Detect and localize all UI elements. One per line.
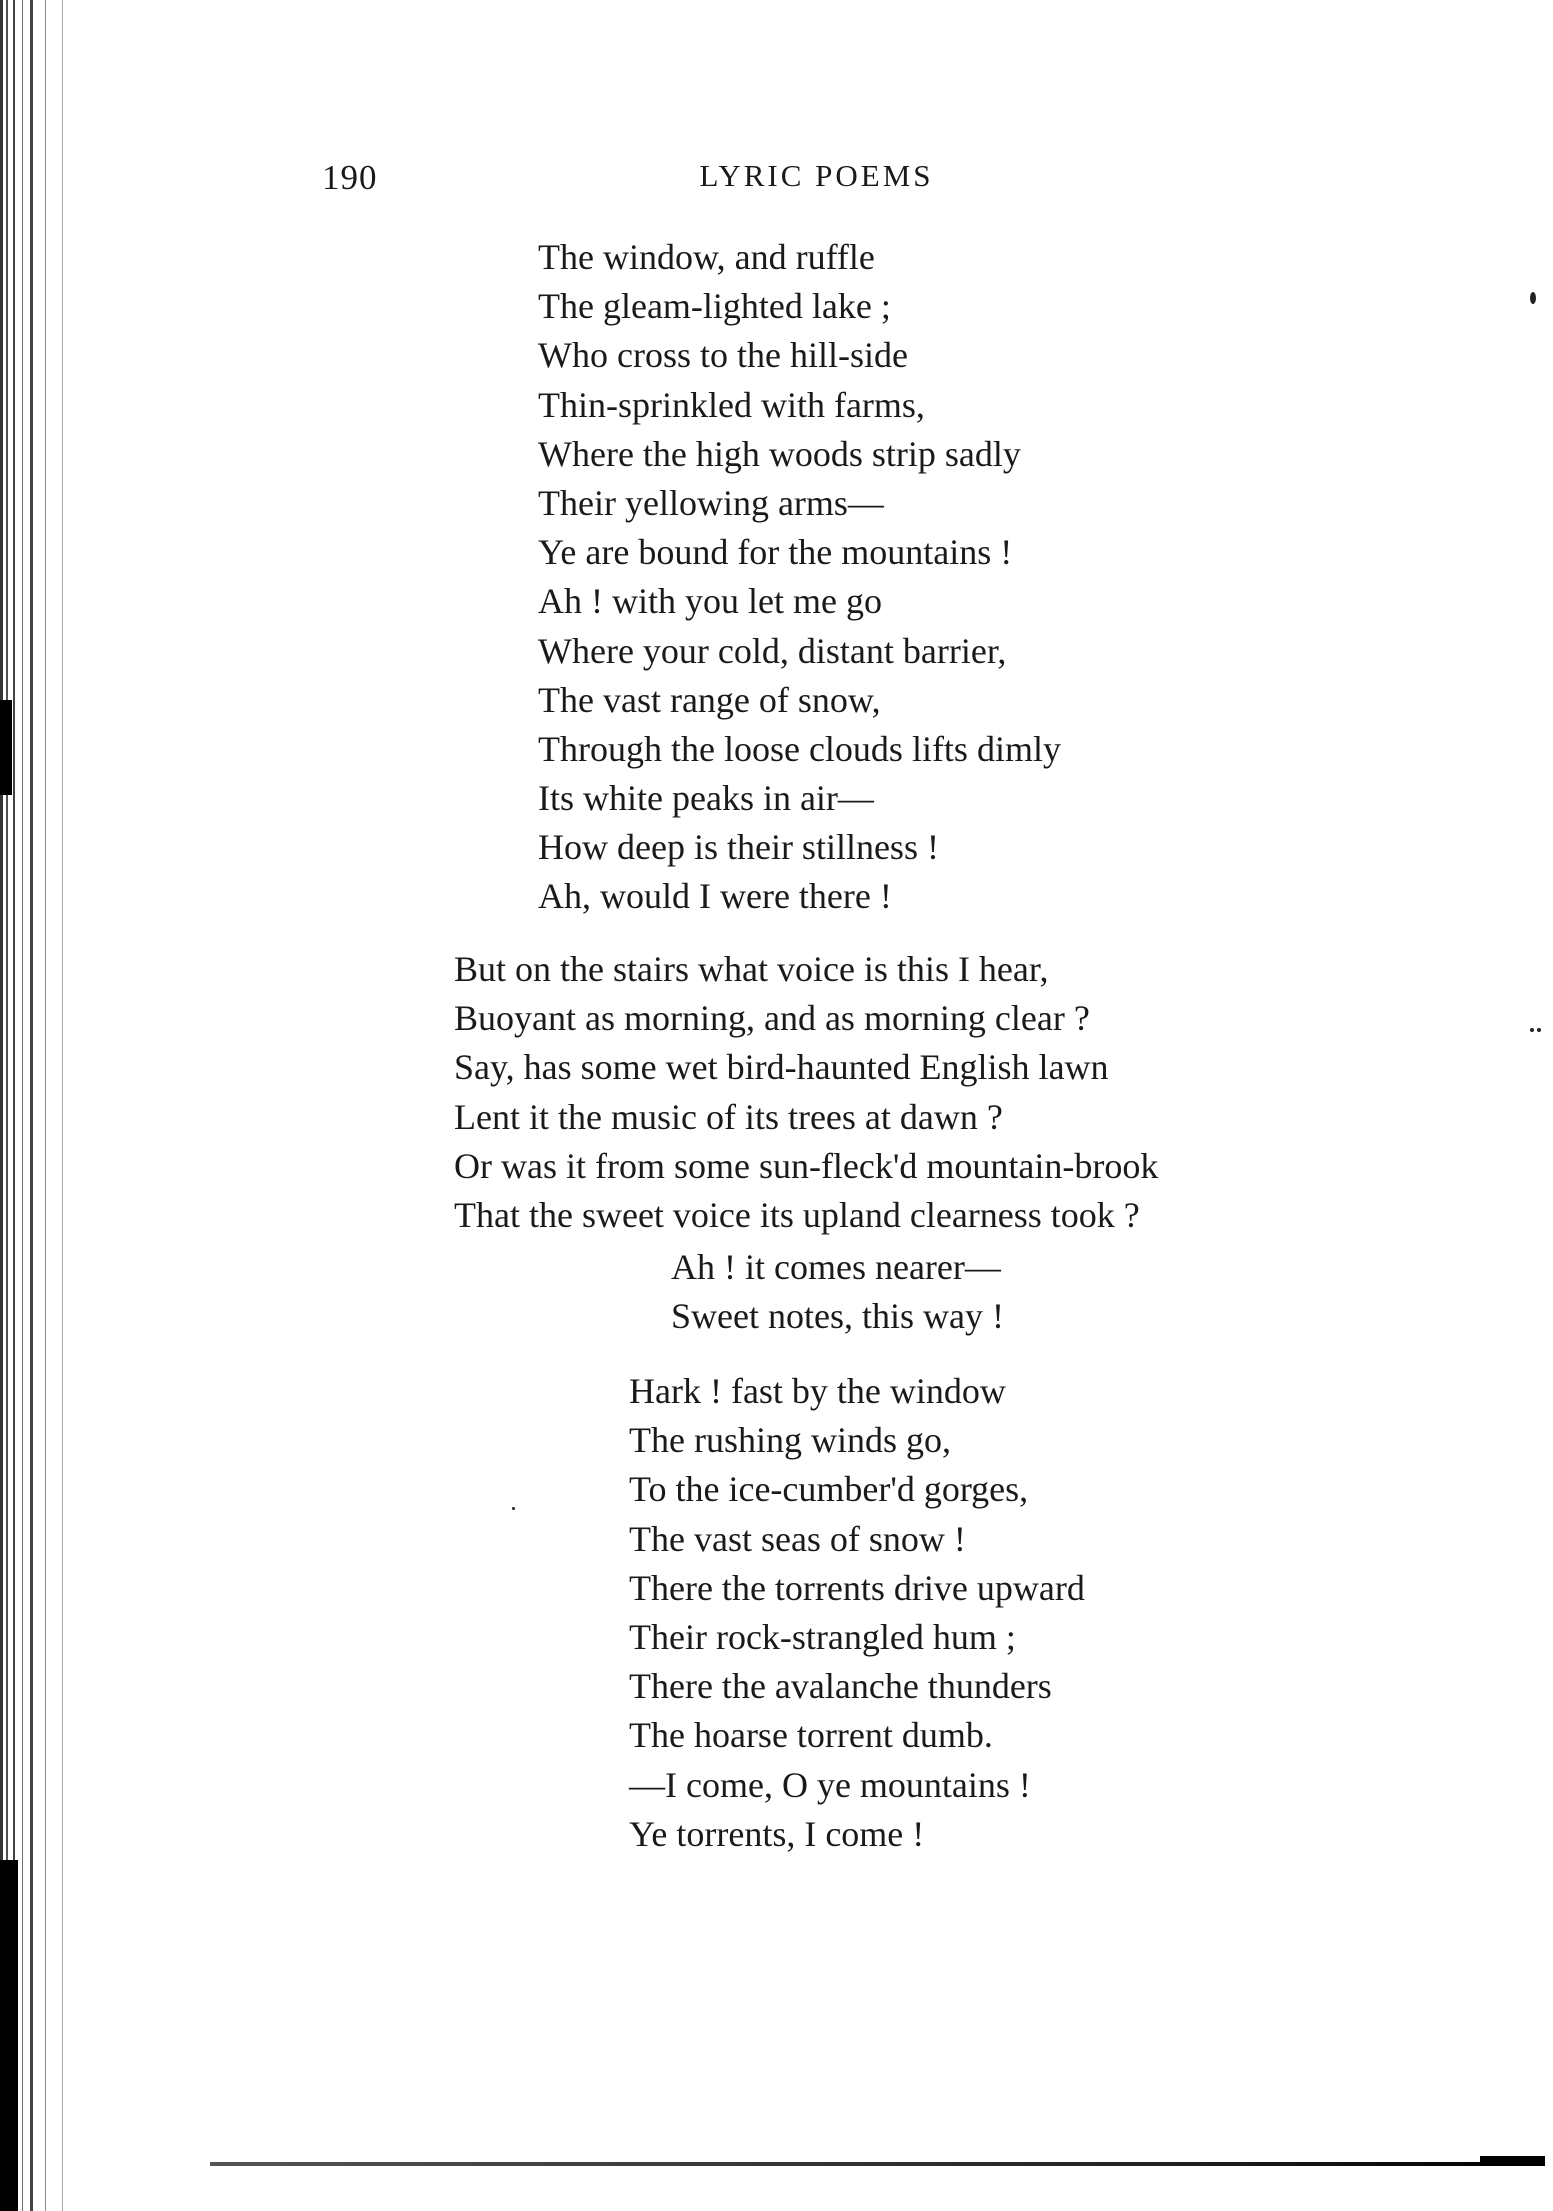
poem-line: Ah ! it comes nearer— — [671, 1247, 1001, 1287]
stanza-3 — [671, 1243, 1004, 1341]
binding-mark — [0, 700, 12, 795]
poem-line: There the torrents drive upward — [629, 1567, 1085, 1608]
poem-line: Ye torrents, I come ! — [629, 1813, 925, 1854]
scan-speck — [1530, 1028, 1534, 1032]
poem-line: Say, has some wet bird-haunted English lawn — [454, 1047, 1109, 1088]
poem-line: Their rock-strangled hum ; — [629, 1616, 1016, 1657]
poem-line: Ah ! with you let me go — [538, 581, 882, 622]
poem-line: Ah, would I were there ! — [538, 876, 892, 917]
poem-line: Where the high woods strip sadly — [538, 433, 1021, 474]
binding-mark — [0, 1860, 18, 2211]
poem-line: Buoyant as morning, and as morning clear ? — [454, 998, 1090, 1039]
poem-line: Lent it the music of its trees at dawn ? — [454, 1096, 1003, 1137]
poem-line: To the ice-cumber'd gorges, — [629, 1469, 1029, 1510]
poem-line: That the sweet voice its upland clearness took ? — [454, 1194, 1140, 1235]
poem-line: There the avalanche thunders — [629, 1666, 1052, 1707]
poem-line: Where your cold, distant barrier, — [538, 630, 1007, 671]
poem-line: Or was it from some sun-fleck'd mountain-brook — [454, 1145, 1159, 1186]
page-bottom-rule — [210, 2162, 1545, 2166]
page-number: 190 — [322, 158, 378, 197]
scan-speck — [512, 1507, 515, 1510]
poem-line: How deep is their stillness ! — [538, 827, 939, 868]
poem-line: But on the stairs what voice is this I hear, — [454, 949, 1049, 989]
stanza-2 — [454, 945, 1158, 1240]
poem-line: —I come, O ye mountains ! — [629, 1764, 1031, 1805]
poem-line: Ye are bound for the mountains ! — [538, 532, 1013, 573]
poem-line: Through the loose clouds lifts dimly — [538, 728, 1061, 769]
poem-line: The vast seas of snow ! — [629, 1518, 966, 1559]
poem-line: Sweet notes, this way ! — [671, 1296, 1004, 1337]
scan-speck — [1530, 292, 1536, 304]
poem-line: Thin-sprinkled with farms, — [538, 384, 925, 425]
poem-line: The vast range of snow, — [538, 679, 881, 720]
page-bottom-rule-edge — [1480, 2156, 1545, 2166]
poem-line: Who cross to the hill-side — [538, 335, 908, 376]
poem-line: The hoarse torrent dumb. — [629, 1715, 993, 1756]
poem-line: Hark ! fast by the window — [629, 1371, 1006, 1411]
running-title: LYRIC POEMS — [699, 158, 934, 193]
scan-speck — [1537, 1028, 1541, 1032]
stanza-4 — [629, 1367, 1085, 1859]
poem-line: Its white peaks in air— — [538, 778, 874, 819]
poem-line: The rushing winds go, — [629, 1420, 951, 1461]
poem-line: The window, and ruffle — [538, 237, 875, 277]
stanza-1 — [538, 233, 1061, 922]
poem-line: Their yellowing arms— — [538, 482, 884, 523]
poem-line: The gleam-lighted lake ; — [538, 286, 891, 327]
